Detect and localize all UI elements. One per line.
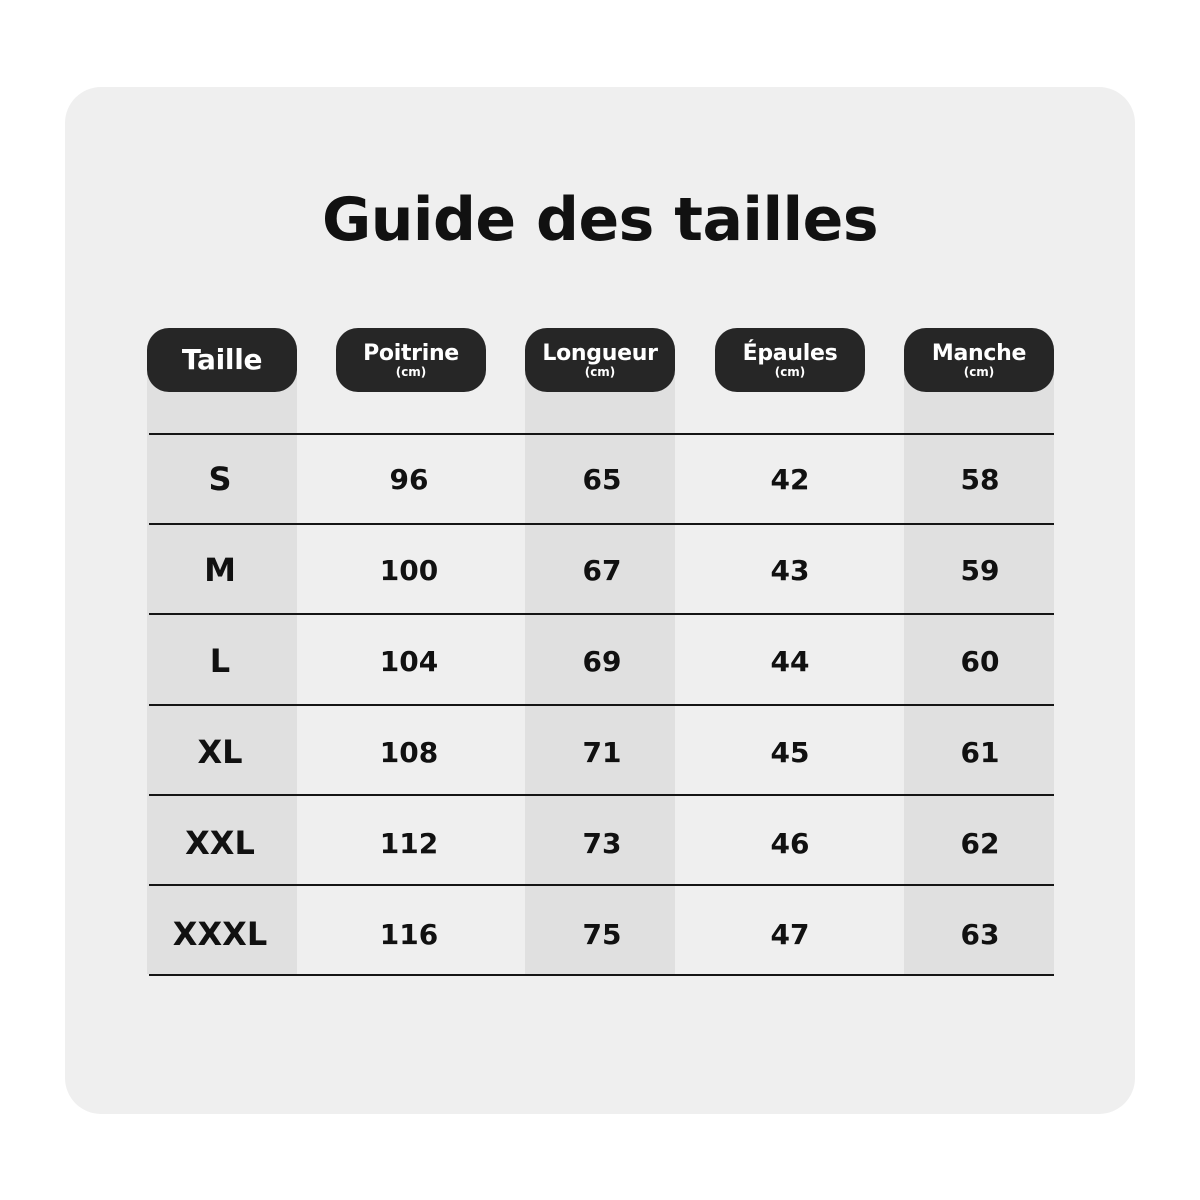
poitrine-cell: 108 (379, 735, 439, 769)
epaules-cell: 46 (770, 826, 810, 860)
poitrine-cell: 100 (379, 553, 439, 587)
epaules-cell: 45 (770, 735, 810, 769)
poitrine-cell: 112 (379, 826, 439, 860)
size-cell: XXXL (172, 915, 268, 953)
header-longueur (525, 328, 675, 392)
poitrine-cell: 96 (389, 462, 429, 496)
header-label: Poitrine (363, 340, 459, 366)
size-cell: M (204, 551, 236, 589)
epaules-cell: 47 (770, 917, 810, 951)
size-cell: XXL (185, 824, 255, 862)
header-unit: (cm) (584, 364, 616, 379)
manche-cell: 60 (960, 644, 1000, 678)
manche-cell: 59 (960, 553, 1000, 587)
poitrine-cell: 104 (379, 644, 439, 678)
header-label: Taille (181, 343, 263, 376)
header-label: Manche (931, 340, 1027, 366)
size-cell: XL (197, 733, 243, 771)
header-unit: (cm) (963, 364, 995, 379)
header-label: Épaules (742, 340, 838, 366)
header-label: Longueur (542, 340, 658, 366)
epaules-cell: 43 (770, 553, 810, 587)
manche-cell: 58 (960, 462, 1000, 496)
size-cell: S (208, 460, 232, 498)
longueur-cell: 67 (582, 553, 622, 587)
page-title: Guide des tailles (321, 185, 879, 255)
size-cell: L (209, 642, 231, 680)
manche-cell: 61 (960, 735, 1000, 769)
header-taille (147, 328, 297, 392)
longueur-cell: 73 (582, 826, 622, 860)
longueur-cell: 65 (582, 462, 622, 496)
header-unit: (cm) (774, 364, 806, 379)
epaules-cell: 42 (770, 462, 810, 496)
longueur-cell: 71 (582, 735, 622, 769)
header-unit: (cm) (395, 364, 427, 379)
manche-cell: 62 (960, 826, 1000, 860)
header-manche (904, 328, 1054, 392)
epaules-cell: 44 (770, 644, 810, 678)
poitrine-cell: 116 (379, 917, 439, 951)
header-epaules (715, 328, 865, 392)
longueur-cell: 75 (582, 917, 622, 951)
manche-cell: 63 (960, 917, 1000, 951)
header-poitrine (336, 328, 486, 392)
longueur-cell: 69 (582, 644, 622, 678)
